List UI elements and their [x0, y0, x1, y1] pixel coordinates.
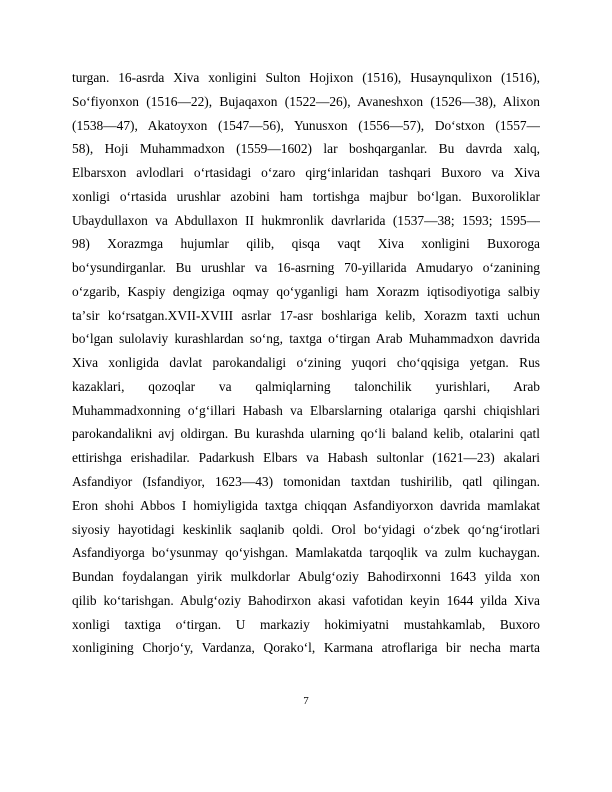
text-line: oʻzgarib, Kaspiy dengiziga oqmay qoʻyganligi ham Xorazm iqtisodiyotiga salbiy — [72, 283, 540, 299]
text-line: Asfandiyorga boʻysunmay qoʻyishgan. Mamlakatda tarqoqlik va zulm kuchaygan. — [72, 545, 540, 561]
text-line: ettirishga erishadilar. Padarkush Elbars va Habash sultonlar (1621—23) akalari — [72, 450, 540, 466]
text-line: taʼsir koʻrsatgan.XVII-XVIII asrlar 17-asr boshlariga kelib, Xorazm taxti uchun — [72, 307, 540, 323]
text-line: xonligi oʻrtasida urushlar azobini ham tortishga majbur boʻlgan. Buxoroliklar — [72, 188, 540, 204]
text-line: 98) Xorazmga hujumlar qilib, qisqa vaqt Xiva xonligini Buxoroga — [72, 236, 540, 252]
text-line: boʻlgan sulolaviy kurashlardan soʻng, taxtga oʻtirgan Arab Muhammadxon davrida — [72, 331, 540, 347]
text-line: Asfandiyor (Isfandiyor, 1623—43) tomonidan taxtdan tushirilib, qatl qilingan. — [72, 474, 540, 490]
text-line: Muhammadxonning oʻgʻillari Habash va Elbarslarning otalariga qarshi chiqishlari — [72, 402, 540, 418]
text-line: kazaklari, qozoqlar va qalmiqlarning talonchilik yurishlari, Arab — [72, 378, 540, 394]
body-text — [72, 66, 540, 660]
text-line: xonligi taxtiga oʻtirgan. U markaziy hokimiyatni mustahkamlab, Buxoro — [72, 616, 540, 632]
text-line: turgan. 16-asrda Xiva xonligini Sulton Hojixon (1516), Husaynqulixon (1516), — [72, 70, 540, 85]
text-line: parokandalikni avj oldirgan. Bu kurashda ularning qoʻli baland kelib, otalarini qatl — [72, 426, 540, 442]
text-line: qilib koʻtarishgan. Abulgʻoziy Bahodirxon akasi vafotidan keyin 1644 yilda Xiva — [72, 592, 540, 608]
text-line: boʻysundirganlar. Bu urushlar va 16-asrning 70-yillarida Amudaryo oʻzanining — [72, 260, 540, 276]
page-number: 7 — [303, 695, 309, 707]
text-line: Eron shohi Abbos I homiyligida taxtga chiqqan Asfandiyorxon davrida mamlakat — [72, 497, 540, 513]
text-line: (1538—47), Akatoyxon (1547—56), Yunusxon (1556—57), Do‘stxon (1557— — [72, 117, 540, 133]
text-line: Elbarsxon avlodlari oʻrtasidagi oʻzaro qirgʻinlaridan tashqari Buxoro va Xiva — [72, 165, 540, 181]
text-line: 58), Hoji Muhammadxon (1559—1602) lar boshqarganlar. Bu davrda xalq, — [72, 141, 540, 157]
text-line: Bundan foydalangan yirik mulkdorlar Abulgʻoziy Bahodirxonni 1643 yilda xon — [72, 569, 540, 585]
text-line: So‘fiyonxon (1516—22), Bujaqaxon (1522—26), Avaneshxon (1526—38), Alixon — [72, 93, 540, 109]
text-line: xonligining Chorjoʻy, Vardanza, Qorakoʻl, Karmana atroflariga bir necha marta — [72, 640, 540, 656]
text-line: Xiva xonligida davlat parokandaligi oʻzining yuqori choʻqqisiga yetgan. Rus — [72, 355, 540, 371]
text-line: siyosiy hayotidagi keskinlik saqlanib qoldi. Orol boʻyidagi oʻzbek qoʻngʻirotlari — [72, 521, 540, 537]
text-line: Ubaydullaxon va Abdullaxon II hukmronlik davrlarida (1537—38; 1593; 1595— — [72, 212, 540, 228]
